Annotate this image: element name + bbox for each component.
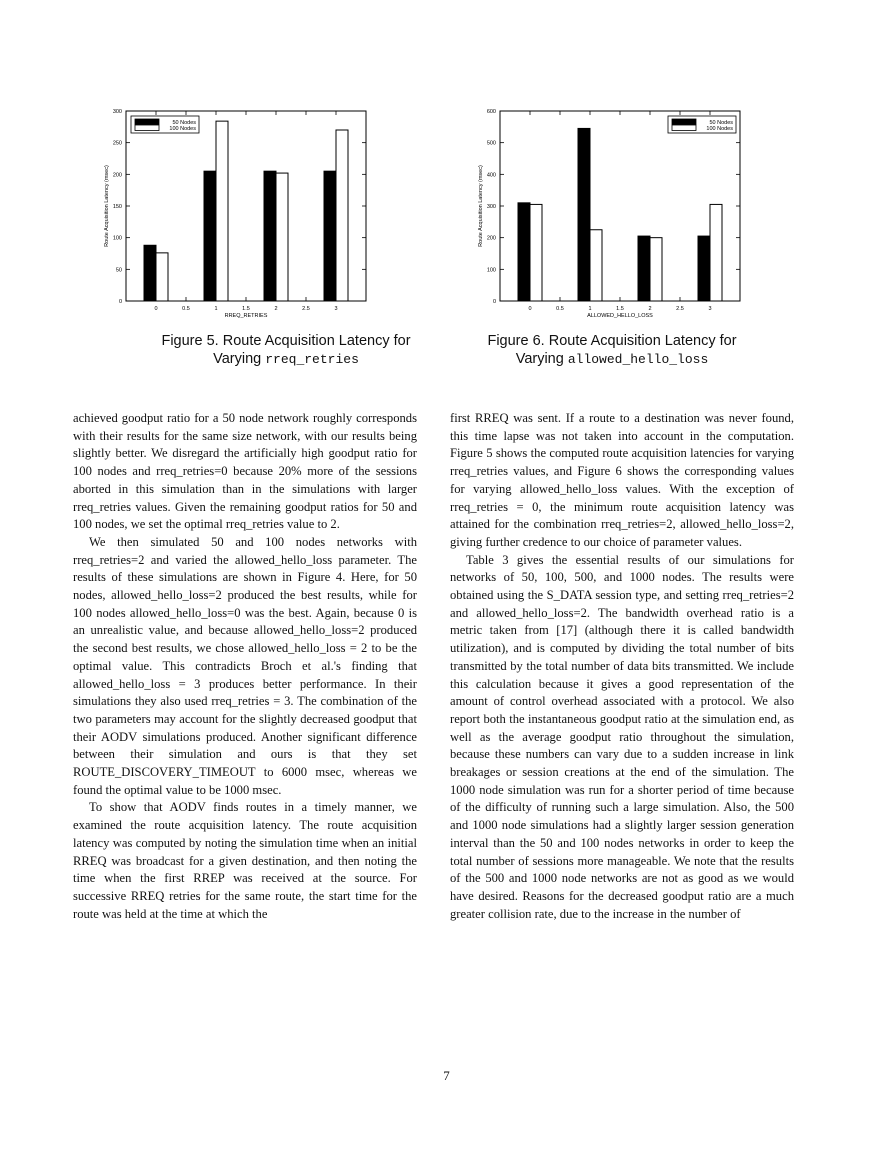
bar (650, 238, 662, 301)
x-tick-label: 1.5 (242, 306, 250, 312)
figure-6-chart (470, 96, 850, 326)
bar (698, 236, 710, 301)
legend-swatch (135, 119, 159, 125)
figure-6-caption-line-1: Figure 6. Route Acquisition Latency for (487, 333, 737, 349)
paragraph: To show that AODV finds routes in a timely manner, we examined the route acquisition latency. The route acquisition latency was computed by noting the simulation time when an initial RREQ was broadcast for a given destination, and then noting the time when the first RREP was received at the source. For successive RREQ retries for the same route, the start time for the route was held at the time at which the (73, 800, 417, 921)
x-tick-label: 1.5 (616, 306, 624, 312)
bar (324, 171, 336, 301)
x-tick-label: 0.5 (182, 306, 190, 312)
paragraph: We then simulated 50 and 100 nodes networks with rreq_retries=2 and varied the allowed_hello_loss parameter. The results of these simulations are shown in Figure 4. Here, for 50 nodes, allowed_hello_loss=2 produced the best results, while for 100 nodes allowed_hello_loss=0 was the best. Again, because 0 is an unrealistic value, and because allowed_hello_loss=2 produced the second best results, we chose allowed_hello_loss = 2 to be the optimal value. This contradicts Broch et al.'s finding that allowed_hello_loss = 3 produces better performance. In their simulations they also used rreq_retries = 3. The combination of the two parameters may account for the slightly decreased goodput that their AODV simulations produced. Another significant difference between their simulation and ours is that they set ROUTE_DISCOVERY_TIMEOUT to 6000 msec, whereas we found the optimal value to be 1000 msec. (73, 534, 417, 797)
bar (578, 128, 590, 301)
figure-6-caption-word: Varying (515, 351, 564, 367)
y-axis-label: Route Acquisition Latency (msec) (104, 165, 110, 247)
x-tick-label: 0 (528, 306, 532, 312)
figure-5-chart (96, 96, 476, 326)
bar (216, 121, 228, 301)
bar (336, 130, 348, 301)
bar (590, 230, 602, 301)
bar (156, 253, 168, 301)
legend-label: 100 Nodes (706, 126, 733, 132)
x-axis-label: ALLOWED_HELLO_LOSS (587, 313, 653, 319)
figure-6-caption (422, 332, 802, 369)
y-tick-label: 0 (118, 299, 122, 305)
y-tick-label: 400 (486, 172, 496, 179)
y-axis-label: Route Acquisition Latency (msec) (478, 165, 484, 247)
legend-swatch (672, 125, 696, 131)
x-tick-label: 1 (214, 306, 218, 312)
bar (518, 203, 530, 301)
x-tick-label: 3 (708, 306, 712, 312)
figure-6-caption-code: allowed_hello_loss (567, 352, 709, 367)
y-tick-label: 100 (112, 235, 122, 242)
x-tick-label: 2.5 (676, 306, 684, 312)
legend-label: 50 Nodes (172, 120, 196, 126)
figure-5-caption (96, 332, 476, 369)
figure-5-caption-line-2 (96, 350, 476, 369)
y-tick-label: 150 (112, 204, 122, 210)
figure-5-caption-word: Varying (213, 351, 262, 367)
left-column (73, 410, 417, 923)
x-tick-label: 0.5 (556, 306, 564, 312)
x-tick-label: 0 (154, 306, 158, 312)
y-tick-label: 100 (486, 267, 496, 274)
figure-6-caption-line-2 (422, 350, 802, 369)
bar (638, 236, 650, 301)
y-tick-label: 200 (112, 172, 122, 179)
y-tick-label: 0 (492, 299, 496, 305)
y-tick-label: 300 (486, 204, 496, 210)
bar (204, 171, 216, 301)
x-axis-label: RREQ_RETRIES (224, 313, 268, 319)
legend-label: 100 Nodes (169, 126, 196, 132)
figure-5 (96, 96, 476, 326)
figure-5-caption-code: rreq_retries (265, 352, 359, 367)
paragraph: achieved goodput ratio for a 50 node network roughly corresponds with their results for the same size network, with our results being slightly better. We disregard the artificially high goodput ratio for 100 nodes and rreq_retries=0 because 20% more of the sessions aborted in this simulation than in the simulations with larger rreq_retries values. Given the remaining goodput ratios for 50 and 100 nodes, we set the optimal rreq_retries value to 2. (73, 411, 417, 532)
x-tick-label: 2.5 (302, 306, 310, 312)
bar (710, 204, 722, 301)
y-tick-label: 250 (112, 140, 122, 147)
bar (264, 171, 276, 301)
paragraph: first RREQ was sent. If a route to a destination was never found, this time lapse was not taken into account in the computation. Figure 5 shows the computed route acquisition latencies for varying rreq_retries values, and Figure 6 shows the corresponding values for varying allowed_hello_loss values. With the exception of rreq_retries = 0, the minimum route acquisition latency was attained for the combination rreq_retries=2, allowed_hello_loss=2, giving further credence to our choice of parameter values. (450, 411, 794, 549)
x-tick-label: 2 (648, 306, 652, 312)
legend-label: 50 Nodes (709, 120, 733, 126)
y-tick-label: 300 (112, 109, 122, 115)
x-tick-label: 1 (588, 306, 592, 312)
y-tick-label: 500 (486, 140, 496, 147)
figure-6 (470, 96, 850, 326)
bar (530, 204, 542, 301)
x-tick-label: 3 (334, 306, 338, 312)
y-tick-label: 200 (486, 235, 496, 242)
x-tick-label: 2 (274, 306, 278, 312)
y-tick-label: 50 (115, 267, 122, 274)
bar (276, 173, 288, 301)
y-tick-label: 600 (486, 109, 496, 115)
right-column (450, 410, 794, 923)
legend-swatch (672, 119, 696, 125)
paragraph: Table 3 gives the essential results of our simulations for networks of 50, 100, 500, and 1000 nodes. The results were obtained using the S_DATA session type, and setting rreq_retries=2 and allowed_hello_loss=2. The bandwidth overhead ratio is a metric taken from [17] (although there it is called bandwidth utilization), and is computed by dividing the total number of bits transmitted by the total number of data bits transmitted. We include this calculation because it gives a good representation of the amount of control overhead associated with a protocol. We also report both the instantaneous goodput ratio at the simulation end, as well as the average goodput ratio throughout the simulation, because these numbers can vary due to a sudden increase in link breakages or session creations at the end of the simulation. The 1000 node simulation was run for a shorter period of time because of the difficulty of running such a large simulation. Also, the 500 and 1000 node simulations had a slightly larger session generation interval than the 50 and 100 nodes networks in order to keep the total number of sessions more manageable. We note that the results of the 500 and 1000 node networks are not as good as we would have desired. Reasons for the decreased goodput ratio are a much greater collision rate, due to the increase in the number of (450, 552, 794, 921)
bar (144, 245, 156, 301)
legend-swatch (135, 125, 159, 131)
page-number: 7 (443, 1068, 450, 1083)
figure-5-caption-line-1: Figure 5. Route Acquisition Latency for (161, 333, 411, 349)
